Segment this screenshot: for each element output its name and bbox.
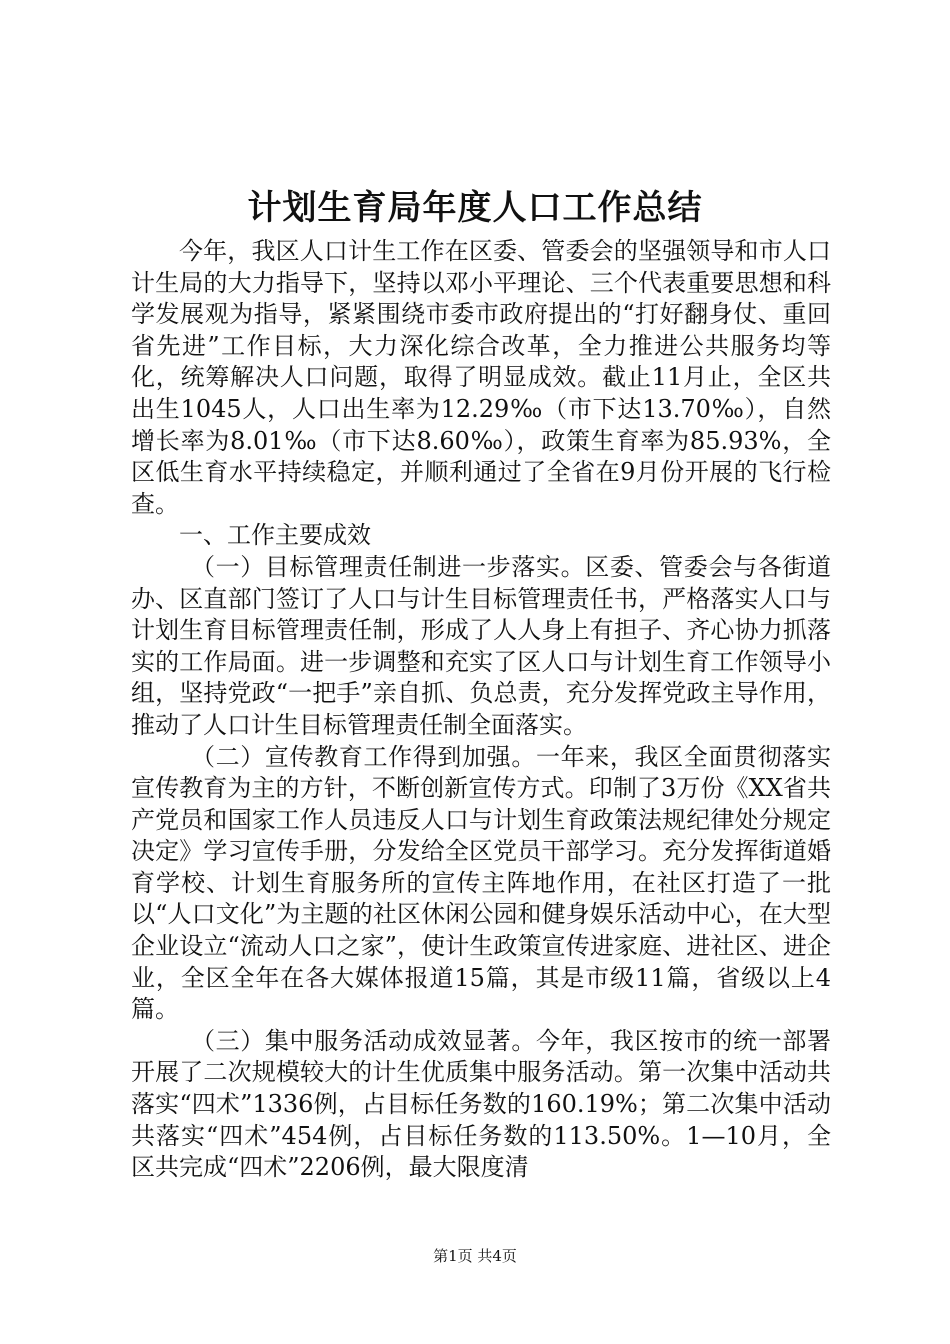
page-number-footer: 第1页 共4页 (433, 1247, 517, 1265)
section-heading: 一、工作主要成效 (179, 521, 371, 550)
paragraph-section-2: （二）宣传教育工作得到加强。一年来，我区全面贯彻落实宣传教育为主的方针，不断创新宣传方式。印制了3万份《XX省共产党员和国家工作人员违反人口与计划生育政策法规纪律处分规定决定》学习宣传手册，分发给全区党员干部学习。充分发挥街道婚育学校、计划生育服务所的宣传主阵地作用，在社区打造了一批以“人口文化”为主题的社区休闲公园和健身娱乐活动中心，在大型企业设立“流动人口之家”，使计生政策宣传进家庭、进社区、进企业，全区全年在各大媒体报道15篇，其是市级11篇，省级以上4篇。 (131, 742, 831, 1024)
paragraph-section-1: （一）目标管理责任制进一步落实。区委、管委会与各街道办、区直部门签订了人口与计生目标管理责任书，严格落实人口与计划生育目标管理责任制，形成了人人身上有担子、齐心协力抓落实的工作局面。进一步调整和充实了区人口与计划生育工作领导小组，坚持党政“一把手”亲自抓、负总责，充分发挥党政主导作用，推动了人口计生目标管理责任制全面落实。 (131, 552, 831, 739)
document-body (131, 236, 831, 1184)
document-title: 计划生育局年度人口工作总结 (247, 188, 703, 228)
paragraph-section-3: （三）集中服务活动成效显著。今年，我区按市的统一部署开展了二次规模较大的计生优质集中服务活动。第一次集中活动共落实“四术”1336例，占目标任务数的160.19%；第二次集中活动共落实“四术”454例，占目标任务数的113.50%。1—10月，全区共完成“四术”2206例，最大限度清 (131, 1026, 831, 1182)
paragraph-intro: 今年，我区人口计生工作在区委、管委会的坚强领导和市人口计生局的大力指导下，坚持以邓小平理论、三个代表重要思想和科学发展观为指导，紧紧围绕市委市政府提出的“打好翻身仗、重回省先进”工作目标，大力深化综合改革，全力推进公共服务均等化，统筹解决人口问题，取得了明显成效。截止11月止，全区共出生1045人，人口出生率为12.29‰（市下达13.70‰），自然增长率为8.01‰（市下达8.60‰），政策生育率为85.93%，全区低生育水平持续稳定，并顺利通过了全省在9月份开展的飞行检查。 (131, 237, 831, 518)
